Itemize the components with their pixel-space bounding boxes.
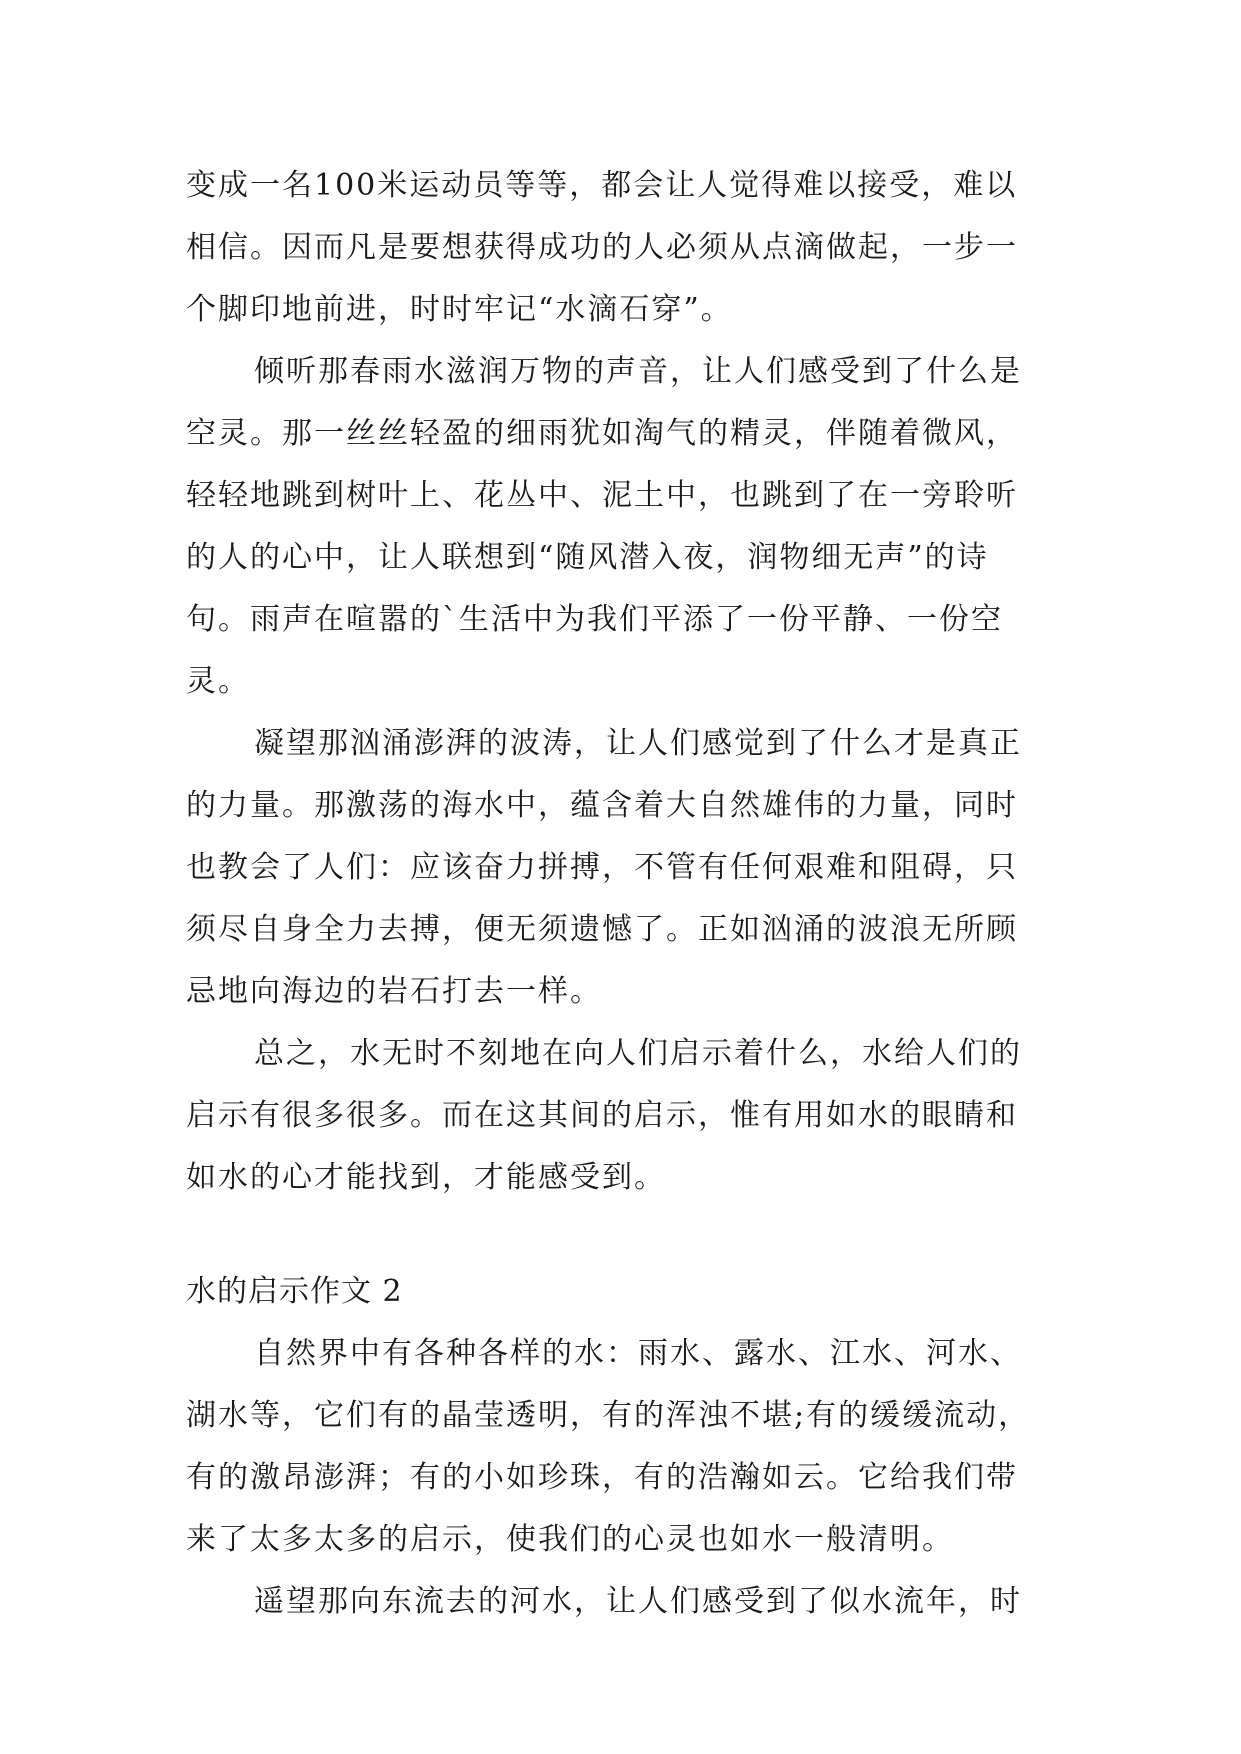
paragraph-rain	[186, 341, 1058, 713]
text-line: 启示有很多很多。而在这其间的启示，惟有用如水的眼睛和	[186, 1098, 1018, 1133]
text-line: 空灵。那一丝丝轻盈的细雨犹如淘气的精灵，伴随着微风，	[186, 416, 1018, 451]
paragraph-river	[186, 1571, 1058, 1633]
text-line: 如水的心才能找到，才能感受到。	[186, 1160, 666, 1195]
text-line: 变成一名100米运动员等等，都会让人觉得难以接受，难以	[186, 168, 1018, 203]
text-line: 遥望那向东流去的河水，让人们感受到了似水流年，时	[254, 1584, 1022, 1619]
paragraph-continuation	[186, 155, 1058, 341]
text-line: 有的激昂澎湃；有的小如珍珠，有的浩瀚如云。它给我们带	[186, 1460, 1018, 1495]
text-line: 总之，水无时不刻地在向人们启示着什么，水给人们的	[254, 1036, 1022, 1071]
text-line: 忌地向海边的岩石打去一样。	[186, 974, 602, 1009]
text-line: 相信。因而凡是要想获得成功的人必须从点滴做起，一步一	[186, 230, 1018, 265]
paragraph-summary	[186, 1023, 1058, 1209]
text-line: 个脚印地前进，时时牢记“水滴石穿”。	[186, 292, 733, 327]
text-line: 自然界中有各种各样的水：雨水、露水、江水、河水、	[254, 1336, 1022, 1371]
text-line: 倾听那春雨水滋润万物的声音，让人们感受到了什么是	[254, 354, 1022, 389]
paragraph-intro	[186, 1323, 1058, 1571]
section-spacer	[186, 1209, 1058, 1261]
text-line: 凝望那汹涌澎湃的波涛，让人们感觉到了什么才是真正	[254, 726, 1022, 761]
document-body	[186, 155, 1058, 1633]
text-line: 的力量。那激荡的海水中，蕴含着大自然雄伟的力量，同时	[186, 788, 1018, 823]
text-line: 灵。	[186, 664, 250, 699]
text-line: 须尽自身全力去搏，便无须遗憾了。正如汹涌的波浪无所顾	[186, 912, 1018, 947]
section-title: 水的启示作文 2	[186, 1274, 403, 1309]
text-line: 来了太多太多的启示，使我们的心灵也如水一般清明。	[186, 1522, 954, 1557]
text-line: 的人的心中，让人联想到“随风潜入夜，润物细无声”的诗	[186, 540, 989, 575]
text-line: 也教会了人们：应该奋力拼搏，不管有任何艰难和阻碍，只	[186, 850, 1018, 885]
text-line: 湖水等，它们有的晶莹透明，有的浑浊不堪;有的缓缓流动，	[186, 1398, 1031, 1433]
text-line: 轻轻地跳到树叶上、花丛中、泥土中，也跳到了在一旁聆听	[186, 478, 1018, 513]
paragraph-waves	[186, 713, 1058, 1023]
text-line: 句。雨声在喧嚣的`生活中为我们平添了一份平静、一份空	[186, 602, 1003, 637]
